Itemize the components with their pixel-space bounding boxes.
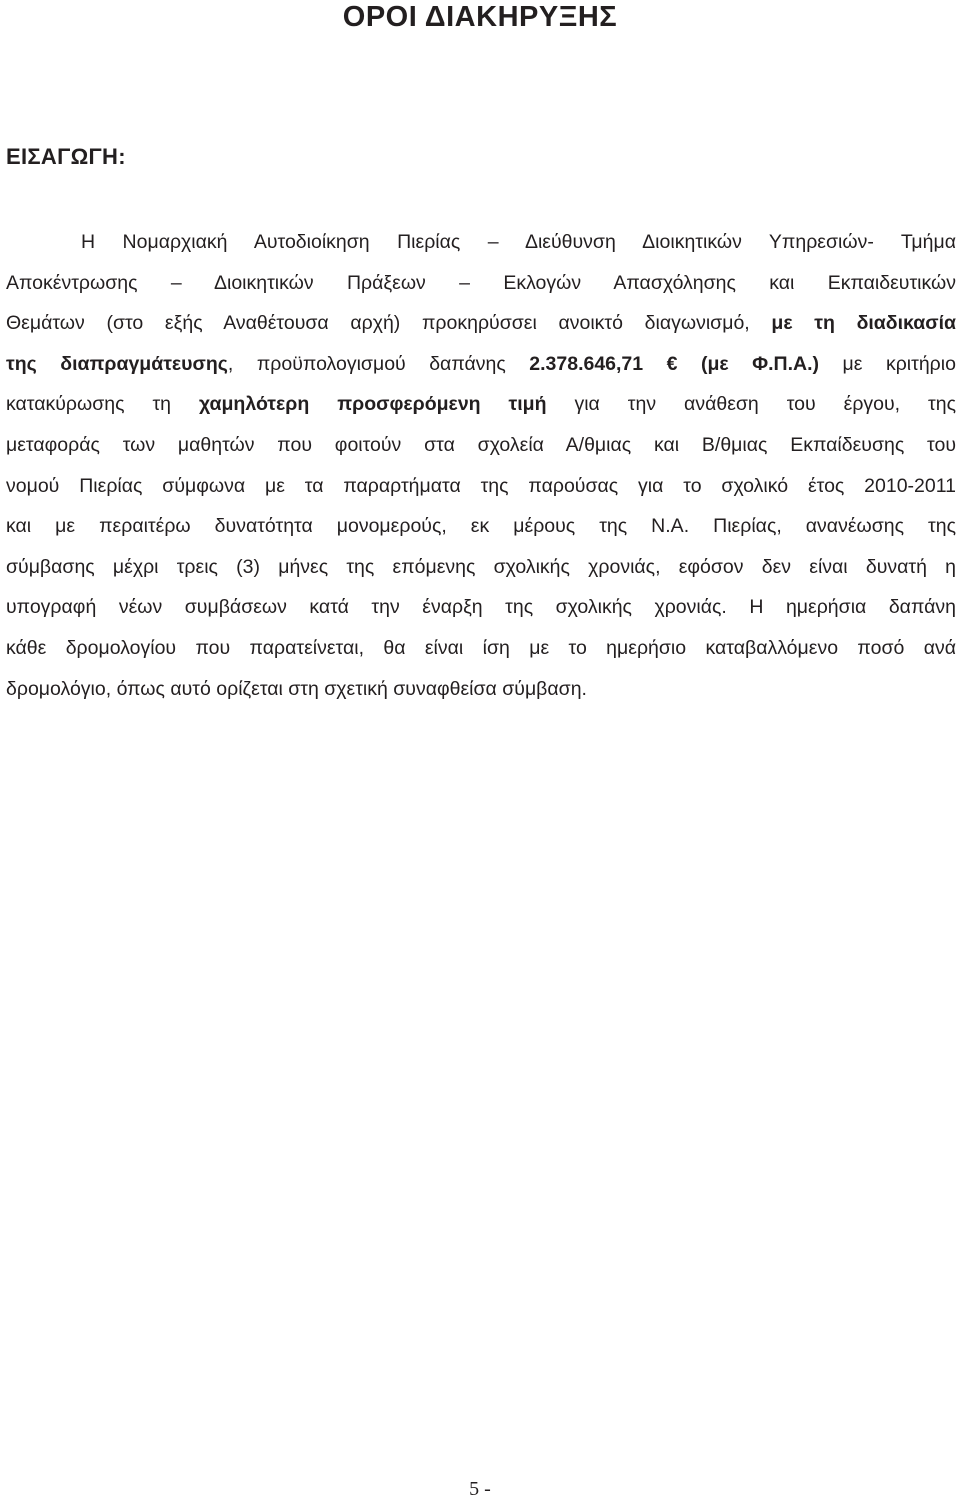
page-number: 5 - [469,1478,491,1500]
procedure-emphasis: με τη διαδικασία [771,312,956,335]
introduction-paragraph [6,222,956,709]
paragraph-text: κατακύρωσης τη [6,393,199,416]
budget-amount: 2.378.646,71 € (με Φ.Π.Α.) [529,352,820,375]
paragraph-line: Η Νομαρχιακή Αυτοδιοίκηση Πιερίας – Διεύθυνση Διοικητικών Υπηρεσιών- Τμήμα [81,231,956,253]
procedure-emphasis: της διαπραγμάτευσης [6,352,228,375]
paragraph-line: κάθε δρομολογίου που παρατείνεται, θα είναι ίση με το ημερήσιο καταβαλλόμενο ποσό ανά [6,636,956,659]
paragraph-line: υπογραφή νέων συμβάσεων κατά την έναρξη της σχολικής χρονιάς. Η ημερήσια δαπάνη [6,596,956,619]
paragraph-text: , προϋπολογισμού δαπάνης [227,352,530,375]
paragraph-line: μεταφοράς των μαθητών που φοιτούν στα σχολεία Α/θμιας και Β/θμιας Εκπαίδευσης του [6,433,956,456]
page-title: ΟΡΟΙ ΔΙΑΚΗΡΥΞΗΣ [342,1,618,33]
paragraph-line [6,344,956,385]
paragraph-line: δρομολόγιο, όπως αυτό ορίζεται στη σχετική συναφθείσα σύμβαση. [6,677,587,700]
award-criterion: χαμηλότερη προσφερόμενη τιμή [198,393,547,416]
paragraph-text: Θεμάτων (στο εξής Αναθέτουσα αρχή) προκηρύσσει ανοικτό διαγωνισμό, [6,312,772,335]
paragraph-line: σύμβασης μέχρι τρεις (3) μήνες της επόμενης σχολικής χρονιάς, εφόσον δεν είναι δυνατή η [6,555,956,578]
paragraph-line: και με περαιτέρω δυνατότητα μονομερούς, εκ μέρους της Ν.Α. Πιερίας, ανανέωσης της [6,515,956,538]
paragraph-line: Αποκέντρωσης – Διοικητικών Πράξεων – Εκλογών Απασχόλησης και Εκπαιδευτικών [6,271,956,294]
paragraph-line: νομού Πιερίας σύμφωνα με τα παραρτήματα της παρούσας για το σχολικό έτος 2010-2011 [6,474,956,497]
paragraph-line [6,303,956,344]
paragraph-line [6,384,956,425]
paragraph-text: με κριτήριο [819,352,956,375]
section-heading-introduction: ΕΙΣΑΓΩΓΗ: [6,144,126,169]
paragraph-text: για την ανάθεση του έργου, της [546,393,956,416]
